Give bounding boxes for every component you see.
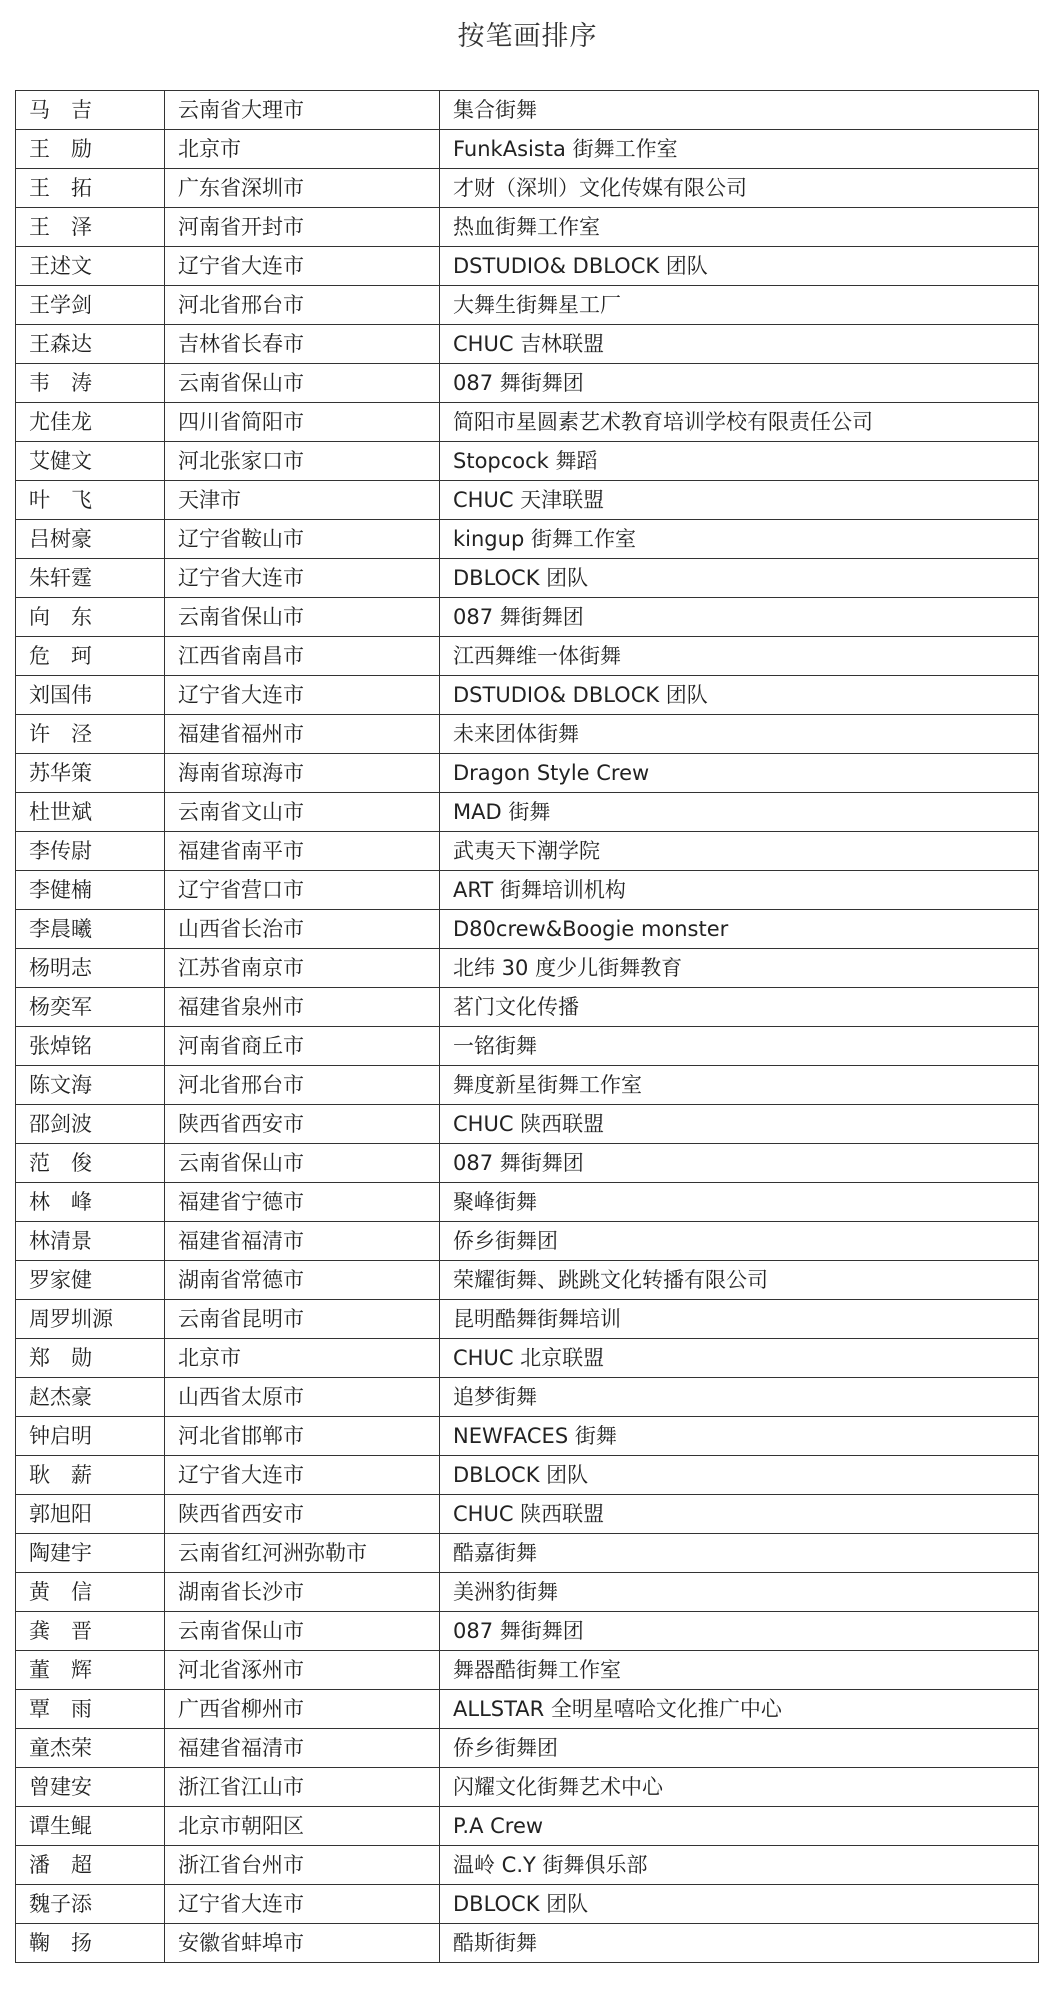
table-row bbox=[16, 1261, 1039, 1300]
organization-cell: 未来团体街舞 bbox=[440, 715, 1039, 754]
name-cell: 周罗圳源 bbox=[16, 1300, 165, 1339]
table-row bbox=[16, 130, 1039, 169]
location-cell: 河北省涿州市 bbox=[165, 1651, 440, 1690]
name-cell: 郭旭阳 bbox=[16, 1495, 165, 1534]
location-cell: 云南省保山市 bbox=[165, 1612, 440, 1651]
location-cell: 辽宁省大连市 bbox=[165, 676, 440, 715]
name-cell: 赵杰豪 bbox=[16, 1378, 165, 1417]
organization-cell: DSTUDIO& DBLOCK 团队 bbox=[440, 676, 1039, 715]
location-cell: 广东省深圳市 bbox=[165, 169, 440, 208]
table-row bbox=[16, 325, 1039, 364]
organization-cell: 北纬 30 度少儿街舞教育 bbox=[440, 949, 1039, 988]
table-row bbox=[16, 754, 1039, 793]
name-cell: 林清景 bbox=[16, 1222, 165, 1261]
table-row bbox=[16, 520, 1039, 559]
name-cell: 王森达 bbox=[16, 325, 165, 364]
name-cell: 苏华策 bbox=[16, 754, 165, 793]
organization-cell: 舞度新星街舞工作室 bbox=[440, 1066, 1039, 1105]
name-cell: 黄 信 bbox=[16, 1573, 165, 1612]
organization-cell: 美洲豹街舞 bbox=[440, 1573, 1039, 1612]
table-row bbox=[16, 403, 1039, 442]
name-cell: 杨奕军 bbox=[16, 988, 165, 1027]
name-cell: 叶 飞 bbox=[16, 481, 165, 520]
table-row bbox=[16, 1417, 1039, 1456]
name-cell: 李晨曦 bbox=[16, 910, 165, 949]
roster-table bbox=[15, 90, 1039, 1963]
location-cell: 云南省文山市 bbox=[165, 793, 440, 832]
organization-cell: kingup 街舞工作室 bbox=[440, 520, 1039, 559]
name-cell: 龚 晋 bbox=[16, 1612, 165, 1651]
organization-cell: 江西舞维一体街舞 bbox=[440, 637, 1039, 676]
table-row bbox=[16, 1378, 1039, 1417]
location-cell: 河北省邯郸市 bbox=[165, 1417, 440, 1456]
organization-cell: Stopcock 舞蹈 bbox=[440, 442, 1039, 481]
name-cell: 尤佳龙 bbox=[16, 403, 165, 442]
table-row bbox=[16, 286, 1039, 325]
name-cell: 许 泾 bbox=[16, 715, 165, 754]
organization-cell: 酷嘉街舞 bbox=[440, 1534, 1039, 1573]
location-cell: 山西省太原市 bbox=[165, 1378, 440, 1417]
organization-cell: 才财（深圳）文化传媒有限公司 bbox=[440, 169, 1039, 208]
location-cell: 海南省琼海市 bbox=[165, 754, 440, 793]
name-cell: 覃 雨 bbox=[16, 1690, 165, 1729]
name-cell: 李健楠 bbox=[16, 871, 165, 910]
organization-cell: 集合街舞 bbox=[440, 91, 1039, 130]
name-cell: 曾建安 bbox=[16, 1768, 165, 1807]
location-cell: 福建省泉州市 bbox=[165, 988, 440, 1027]
location-cell: 湖南省长沙市 bbox=[165, 1573, 440, 1612]
location-cell: 北京市朝阳区 bbox=[165, 1807, 440, 1846]
name-cell: 董 辉 bbox=[16, 1651, 165, 1690]
table-row bbox=[16, 988, 1039, 1027]
location-cell: 福建省南平市 bbox=[165, 832, 440, 871]
organization-cell: CHUC 天津联盟 bbox=[440, 481, 1039, 520]
organization-cell: CHUC 北京联盟 bbox=[440, 1339, 1039, 1378]
location-cell: 辽宁省鞍山市 bbox=[165, 520, 440, 559]
name-cell: 韦 涛 bbox=[16, 364, 165, 403]
organization-cell: ART 街舞培训机构 bbox=[440, 871, 1039, 910]
organization-cell: MAD 街舞 bbox=[440, 793, 1039, 832]
location-cell: 河北省邢台市 bbox=[165, 286, 440, 325]
organization-cell: CHUC 吉林联盟 bbox=[440, 325, 1039, 364]
table-row bbox=[16, 1300, 1039, 1339]
organization-cell: 酷斯街舞 bbox=[440, 1924, 1039, 1963]
organization-cell: 简阳市星圆素艺术教育培训学校有限责任公司 bbox=[440, 403, 1039, 442]
name-cell: 陶建宇 bbox=[16, 1534, 165, 1573]
roster-table-body bbox=[16, 91, 1039, 1963]
organization-cell: 武夷天下潮学院 bbox=[440, 832, 1039, 871]
location-cell: 辽宁省大连市 bbox=[165, 559, 440, 598]
table-row bbox=[16, 208, 1039, 247]
table-row bbox=[16, 1144, 1039, 1183]
organization-cell: CHUC 陕西联盟 bbox=[440, 1105, 1039, 1144]
table-row bbox=[16, 1534, 1039, 1573]
organization-cell: 舞器酷街舞工作室 bbox=[440, 1651, 1039, 1690]
name-cell: 王 励 bbox=[16, 130, 165, 169]
name-cell: 朱轩霆 bbox=[16, 559, 165, 598]
location-cell: 云南省保山市 bbox=[165, 364, 440, 403]
table-row bbox=[16, 1066, 1039, 1105]
table-row bbox=[16, 871, 1039, 910]
organization-cell: DBLOCK 团队 bbox=[440, 559, 1039, 598]
name-cell: 王 拓 bbox=[16, 169, 165, 208]
organization-cell: 荣耀街舞、跳跳文化转播有限公司 bbox=[440, 1261, 1039, 1300]
table-row bbox=[16, 793, 1039, 832]
location-cell: 陕西省西安市 bbox=[165, 1105, 440, 1144]
name-cell: 王述文 bbox=[16, 247, 165, 286]
table-row bbox=[16, 559, 1039, 598]
organization-cell: CHUC 陕西联盟 bbox=[440, 1495, 1039, 1534]
name-cell: 李传尉 bbox=[16, 832, 165, 871]
organization-cell: 一铭街舞 bbox=[440, 1027, 1039, 1066]
table-row bbox=[16, 481, 1039, 520]
name-cell: 钟启明 bbox=[16, 1417, 165, 1456]
table-row bbox=[16, 1924, 1039, 1963]
location-cell: 河北张家口市 bbox=[165, 442, 440, 481]
location-cell: 辽宁省大连市 bbox=[165, 1885, 440, 1924]
table-row bbox=[16, 1885, 1039, 1924]
location-cell: 辽宁省营口市 bbox=[165, 871, 440, 910]
organization-cell: D80crew&Boogie monster bbox=[440, 910, 1039, 949]
name-cell: 耿 薪 bbox=[16, 1456, 165, 1495]
location-cell: 辽宁省大连市 bbox=[165, 247, 440, 286]
organization-cell: 侨乡街舞团 bbox=[440, 1729, 1039, 1768]
name-cell: 杨明志 bbox=[16, 949, 165, 988]
organization-cell: DBLOCK 团队 bbox=[440, 1456, 1039, 1495]
location-cell: 广西省柳州市 bbox=[165, 1690, 440, 1729]
table-row bbox=[16, 1027, 1039, 1066]
name-cell: 张焯铭 bbox=[16, 1027, 165, 1066]
table-row bbox=[16, 1183, 1039, 1222]
location-cell: 云南省保山市 bbox=[165, 598, 440, 637]
location-cell: 浙江省江山市 bbox=[165, 1768, 440, 1807]
table-row bbox=[16, 1768, 1039, 1807]
name-cell: 罗家健 bbox=[16, 1261, 165, 1300]
organization-cell: 追梦街舞 bbox=[440, 1378, 1039, 1417]
name-cell: 王学剑 bbox=[16, 286, 165, 325]
name-cell: 马 吉 bbox=[16, 91, 165, 130]
location-cell: 陕西省西安市 bbox=[165, 1495, 440, 1534]
page-title: 按笔画排序 bbox=[457, 21, 598, 52]
name-cell: 陈文海 bbox=[16, 1066, 165, 1105]
table-row bbox=[16, 1222, 1039, 1261]
location-cell: 河南省商丘市 bbox=[165, 1027, 440, 1066]
location-cell: 河北省邢台市 bbox=[165, 1066, 440, 1105]
organization-cell: DSTUDIO& DBLOCK 团队 bbox=[440, 247, 1039, 286]
table-row bbox=[16, 1495, 1039, 1534]
table-row bbox=[16, 1651, 1039, 1690]
table-row bbox=[16, 247, 1039, 286]
table-row bbox=[16, 1729, 1039, 1768]
organization-cell: 087 舞街舞团 bbox=[440, 1144, 1039, 1183]
location-cell: 安徽省蚌埠市 bbox=[165, 1924, 440, 1963]
organization-cell: 茗门文化传播 bbox=[440, 988, 1039, 1027]
location-cell: 福建省福州市 bbox=[165, 715, 440, 754]
location-cell: 云南省昆明市 bbox=[165, 1300, 440, 1339]
name-cell: 童杰荣 bbox=[16, 1729, 165, 1768]
table-row bbox=[16, 442, 1039, 481]
location-cell: 山西省长治市 bbox=[165, 910, 440, 949]
organization-cell: P.A Crew bbox=[440, 1807, 1039, 1846]
name-cell: 向 东 bbox=[16, 598, 165, 637]
organization-cell: ALLSTAR 全明星嘻哈文化推广中心 bbox=[440, 1690, 1039, 1729]
location-cell: 四川省简阳市 bbox=[165, 403, 440, 442]
name-cell: 魏子添 bbox=[16, 1885, 165, 1924]
location-cell: 江苏省南京市 bbox=[165, 949, 440, 988]
name-cell: 范 俊 bbox=[16, 1144, 165, 1183]
table-row bbox=[16, 1690, 1039, 1729]
organization-cell: 087 舞街舞团 bbox=[440, 1612, 1039, 1651]
table-row bbox=[16, 910, 1039, 949]
name-cell: 王 泽 bbox=[16, 208, 165, 247]
name-cell: 郑 勋 bbox=[16, 1339, 165, 1378]
organization-cell: 热血街舞工作室 bbox=[440, 208, 1039, 247]
table-row bbox=[16, 676, 1039, 715]
organization-cell: FunkAsista 街舞工作室 bbox=[440, 130, 1039, 169]
table-row bbox=[16, 598, 1039, 637]
table-row bbox=[16, 169, 1039, 208]
table-row bbox=[16, 1807, 1039, 1846]
location-cell: 浙江省台州市 bbox=[165, 1846, 440, 1885]
table-row bbox=[16, 1339, 1039, 1378]
location-cell: 河南省开封市 bbox=[165, 208, 440, 247]
organization-cell: DBLOCK 团队 bbox=[440, 1885, 1039, 1924]
table-row bbox=[16, 715, 1039, 754]
location-cell: 江西省南昌市 bbox=[165, 637, 440, 676]
table-row bbox=[16, 1612, 1039, 1651]
location-cell: 湖南省常德市 bbox=[165, 1261, 440, 1300]
location-cell: 福建省福清市 bbox=[165, 1729, 440, 1768]
location-cell: 云南省保山市 bbox=[165, 1144, 440, 1183]
organization-cell: 087 舞街舞团 bbox=[440, 364, 1039, 403]
name-cell: 谭生鲲 bbox=[16, 1807, 165, 1846]
name-cell: 邵剑波 bbox=[16, 1105, 165, 1144]
name-cell: 杜世斌 bbox=[16, 793, 165, 832]
table-row bbox=[16, 1105, 1039, 1144]
organization-cell: 聚峰街舞 bbox=[440, 1183, 1039, 1222]
table-row bbox=[16, 1573, 1039, 1612]
location-cell: 吉林省长春市 bbox=[165, 325, 440, 364]
location-cell: 云南省红河洲弥勒市 bbox=[165, 1534, 440, 1573]
name-cell: 吕树豪 bbox=[16, 520, 165, 559]
table-row bbox=[16, 637, 1039, 676]
location-cell: 福建省福清市 bbox=[165, 1222, 440, 1261]
table-row bbox=[16, 1456, 1039, 1495]
name-cell: 艾健文 bbox=[16, 442, 165, 481]
organization-cell: 温岭 C.Y 街舞俱乐部 bbox=[440, 1846, 1039, 1885]
table-row bbox=[16, 364, 1039, 403]
location-cell: 云南省大理市 bbox=[165, 91, 440, 130]
table-row bbox=[16, 91, 1039, 130]
organization-cell: 闪耀文化街舞艺术中心 bbox=[440, 1768, 1039, 1807]
name-cell: 潘 超 bbox=[16, 1846, 165, 1885]
location-cell: 辽宁省大连市 bbox=[165, 1456, 440, 1495]
name-cell: 林 峰 bbox=[16, 1183, 165, 1222]
name-cell: 危 珂 bbox=[16, 637, 165, 676]
organization-cell: 昆明酷舞街舞培训 bbox=[440, 1300, 1039, 1339]
organization-cell: 侨乡街舞团 bbox=[440, 1222, 1039, 1261]
organization-cell: NEWFACES 街舞 bbox=[440, 1417, 1039, 1456]
organization-cell: 087 舞街舞团 bbox=[440, 598, 1039, 637]
location-cell: 北京市 bbox=[165, 130, 440, 169]
organization-cell: 大舞生街舞星工厂 bbox=[440, 286, 1039, 325]
location-cell: 天津市 bbox=[165, 481, 440, 520]
table-row bbox=[16, 1846, 1039, 1885]
name-cell: 鞠 扬 bbox=[16, 1924, 165, 1963]
location-cell: 北京市 bbox=[165, 1339, 440, 1378]
table-row bbox=[16, 832, 1039, 871]
table-row bbox=[16, 949, 1039, 988]
organization-cell: Dragon Style Crew bbox=[440, 754, 1039, 793]
location-cell: 福建省宁德市 bbox=[165, 1183, 440, 1222]
name-cell: 刘国伟 bbox=[16, 676, 165, 715]
